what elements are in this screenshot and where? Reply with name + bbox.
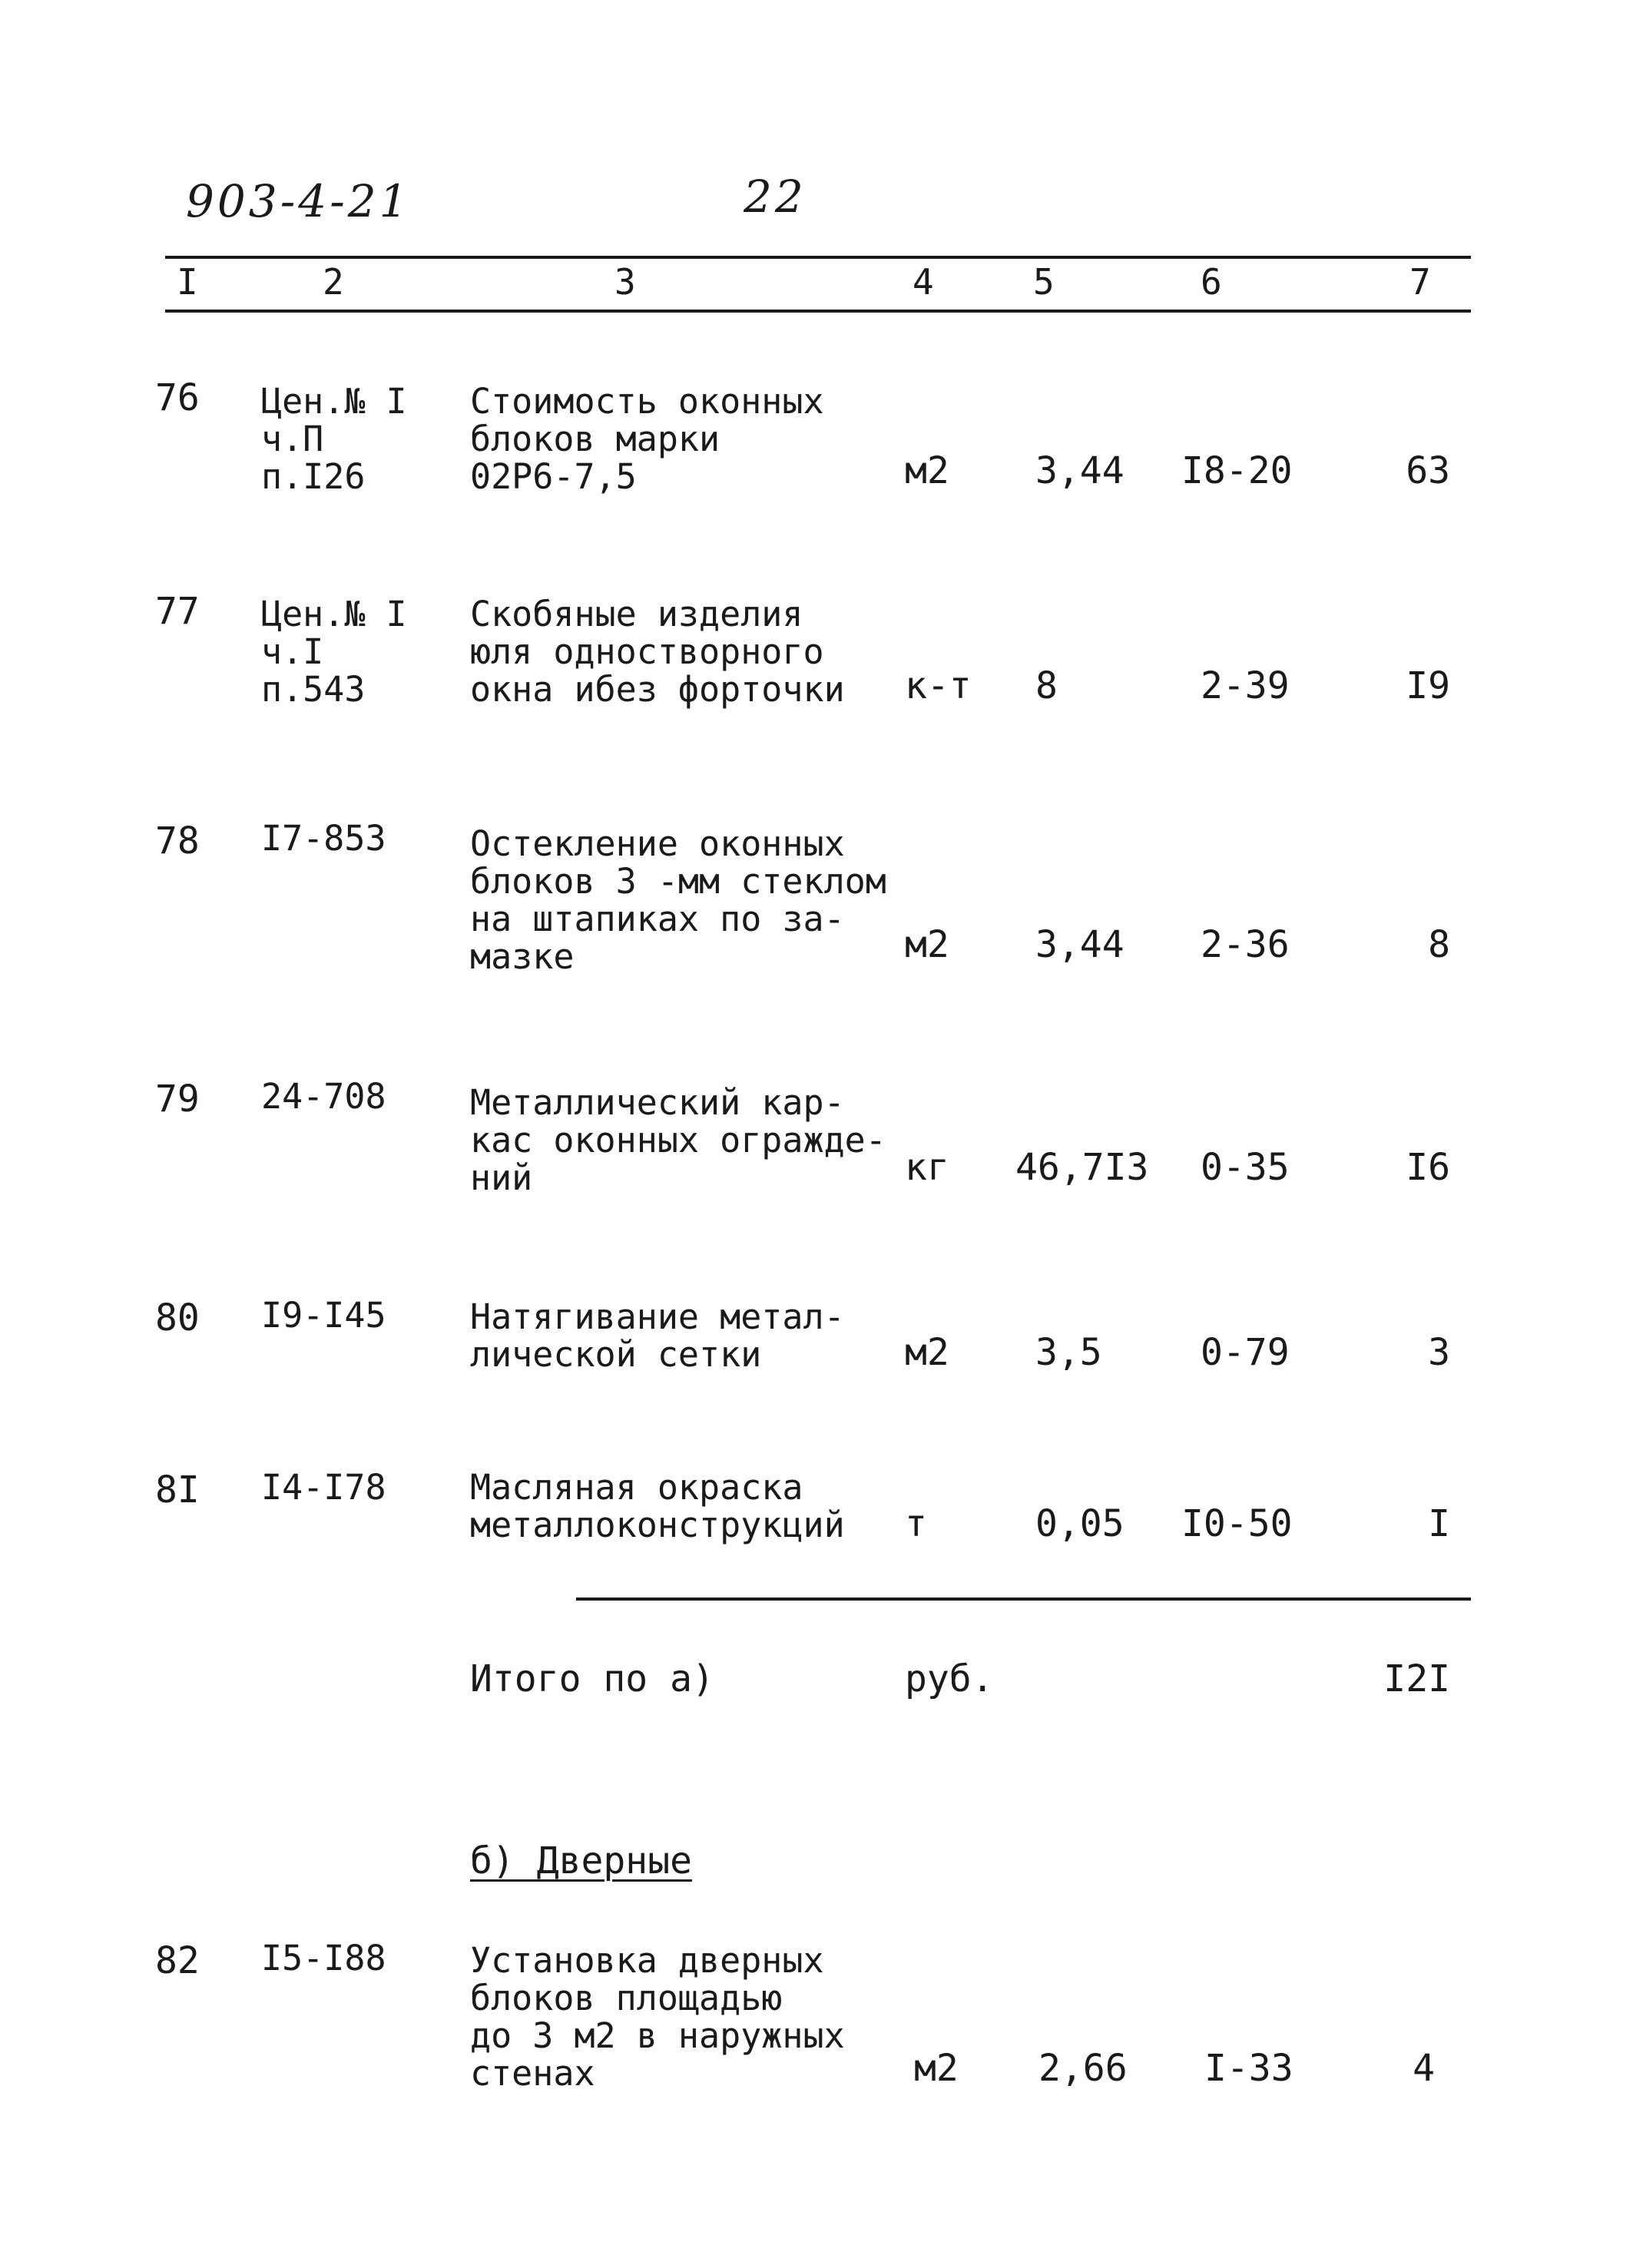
description-line: Стоимость оконных <box>470 381 824 422</box>
column-header-3: 3 <box>614 261 636 303</box>
row-description <box>470 1084 886 1197</box>
row-description <box>470 1298 845 1373</box>
subtotal-total: I2I <box>1383 1657 1450 1700</box>
description-line: Металлический кар- <box>470 1082 845 1123</box>
row-description <box>470 595 845 708</box>
row-total: 63 <box>1406 449 1450 492</box>
row-unit: м2 <box>914 2047 959 2090</box>
subtotal-unit: руб. <box>905 1657 994 1700</box>
description-line: 02Р6-7,5 <box>470 456 637 497</box>
description-line: Масляная окраска <box>470 1467 803 1508</box>
description-line: Установка дверных <box>470 1940 824 1981</box>
row-unit-price: 0-79 <box>1201 1331 1290 1374</box>
column-header-1: I <box>177 261 198 303</box>
row-quantity: 3,5 <box>1035 1331 1102 1374</box>
row-description <box>470 1942 845 2092</box>
row-reference <box>261 1939 386 1977</box>
column-header-4: 4 <box>913 261 934 303</box>
row-number: 82 <box>155 1939 200 1982</box>
row-reference <box>261 595 407 708</box>
row-unit: т <box>905 1502 927 1545</box>
description-line: Остекление оконных <box>470 823 845 864</box>
row-quantity: 3,44 <box>1035 449 1125 492</box>
section-b-title: б) Дверные <box>470 1839 692 1882</box>
description-line: блоков марки <box>470 419 720 459</box>
row-number: 78 <box>155 819 200 863</box>
column-header-2: 2 <box>323 261 344 303</box>
description-line: Натягивание метал- <box>470 1296 845 1337</box>
row-number: 8I <box>155 1468 200 1511</box>
reference-line: I5-I88 <box>261 1938 386 1978</box>
reference-line: I7-853 <box>261 818 386 859</box>
row-unit: кг <box>905 1146 949 1189</box>
row-description <box>470 825 886 975</box>
description-line: металлоконструкций <box>470 1505 845 1545</box>
row-unit-price: 0-35 <box>1201 1146 1290 1189</box>
row-total: I <box>1428 1502 1450 1545</box>
header-top-rule <box>165 256 1471 259</box>
document-code: 903-4-21 <box>186 175 411 227</box>
description-line: блоков 3 -мм стеклом <box>470 861 886 902</box>
description-line: Скобяные изделия <box>470 594 803 634</box>
row-unit: м2 <box>905 923 949 966</box>
row-number: 80 <box>155 1296 200 1339</box>
row-total: 3 <box>1428 1331 1450 1374</box>
header-bottom-rule <box>165 310 1471 313</box>
row-quantity: 3,44 <box>1035 923 1125 966</box>
row-reference <box>261 1078 386 1115</box>
row-unit-price: I-33 <box>1204 2047 1293 2090</box>
row-quantity: 46,7I3 <box>1015 1146 1149 1189</box>
row-total: I6 <box>1406 1146 1450 1189</box>
row-unit-price: I8-20 <box>1181 449 1293 492</box>
row-description <box>470 382 824 495</box>
reference-line: ч.I <box>261 631 324 672</box>
row-description <box>470 1468 845 1544</box>
row-number: 76 <box>155 376 200 419</box>
row-total: 8 <box>1428 923 1450 966</box>
row-number: 77 <box>155 590 200 633</box>
column-header-7: 7 <box>1409 261 1431 303</box>
reference-line: I9-I45 <box>261 1295 386 1336</box>
reference-line: I4-I78 <box>261 1467 386 1508</box>
description-line: ний <box>470 1157 533 1198</box>
row-unit: м2 <box>905 1331 949 1374</box>
reference-line: п.I26 <box>261 456 366 497</box>
row-reference <box>261 1296 386 1334</box>
row-quantity: 8 <box>1035 664 1058 707</box>
reference-line: 24-708 <box>261 1076 386 1117</box>
description-line: стенах <box>470 2053 595 2094</box>
row-total: I9 <box>1406 664 1450 707</box>
row-reference <box>261 382 407 495</box>
column-header-6: 6 <box>1201 261 1222 303</box>
row-total: 4 <box>1413 2047 1435 2090</box>
row-unit-price: 2-36 <box>1201 923 1290 966</box>
description-line: мазке <box>470 936 575 977</box>
row-number: 79 <box>155 1078 200 1121</box>
description-line: юля одностворного <box>470 631 824 672</box>
row-quantity: 2,66 <box>1038 2047 1128 2090</box>
row-unit-price: 2-39 <box>1201 664 1290 707</box>
description-line: до 3 м2 в наружных <box>470 2015 845 2056</box>
row-unit-price: I0-50 <box>1181 1502 1293 1545</box>
description-line: лической сетки <box>470 1334 762 1375</box>
description-line: на штапиках по за- <box>470 899 845 939</box>
row-unit: м2 <box>905 449 949 492</box>
row-unit: к-т <box>905 664 972 707</box>
reference-line: Цен.№ I <box>261 381 407 422</box>
reference-line: Цен.№ I <box>261 594 407 634</box>
page-number: 22 <box>744 171 807 223</box>
description-line: кас оконных огражде- <box>470 1120 886 1160</box>
reference-line: ч.П <box>261 419 324 459</box>
description-line: окна ибез форточки <box>470 669 845 710</box>
description-line: блоков площадью <box>470 1978 783 2018</box>
row-reference <box>261 819 386 857</box>
reference-line: п.543 <box>261 669 366 710</box>
row-quantity: 0,05 <box>1035 1502 1125 1545</box>
column-header-5: 5 <box>1033 261 1055 303</box>
subtotal-rule <box>576 1598 1471 1601</box>
row-reference <box>261 1468 386 1506</box>
subtotal-label: Итого по а) <box>470 1657 714 1700</box>
